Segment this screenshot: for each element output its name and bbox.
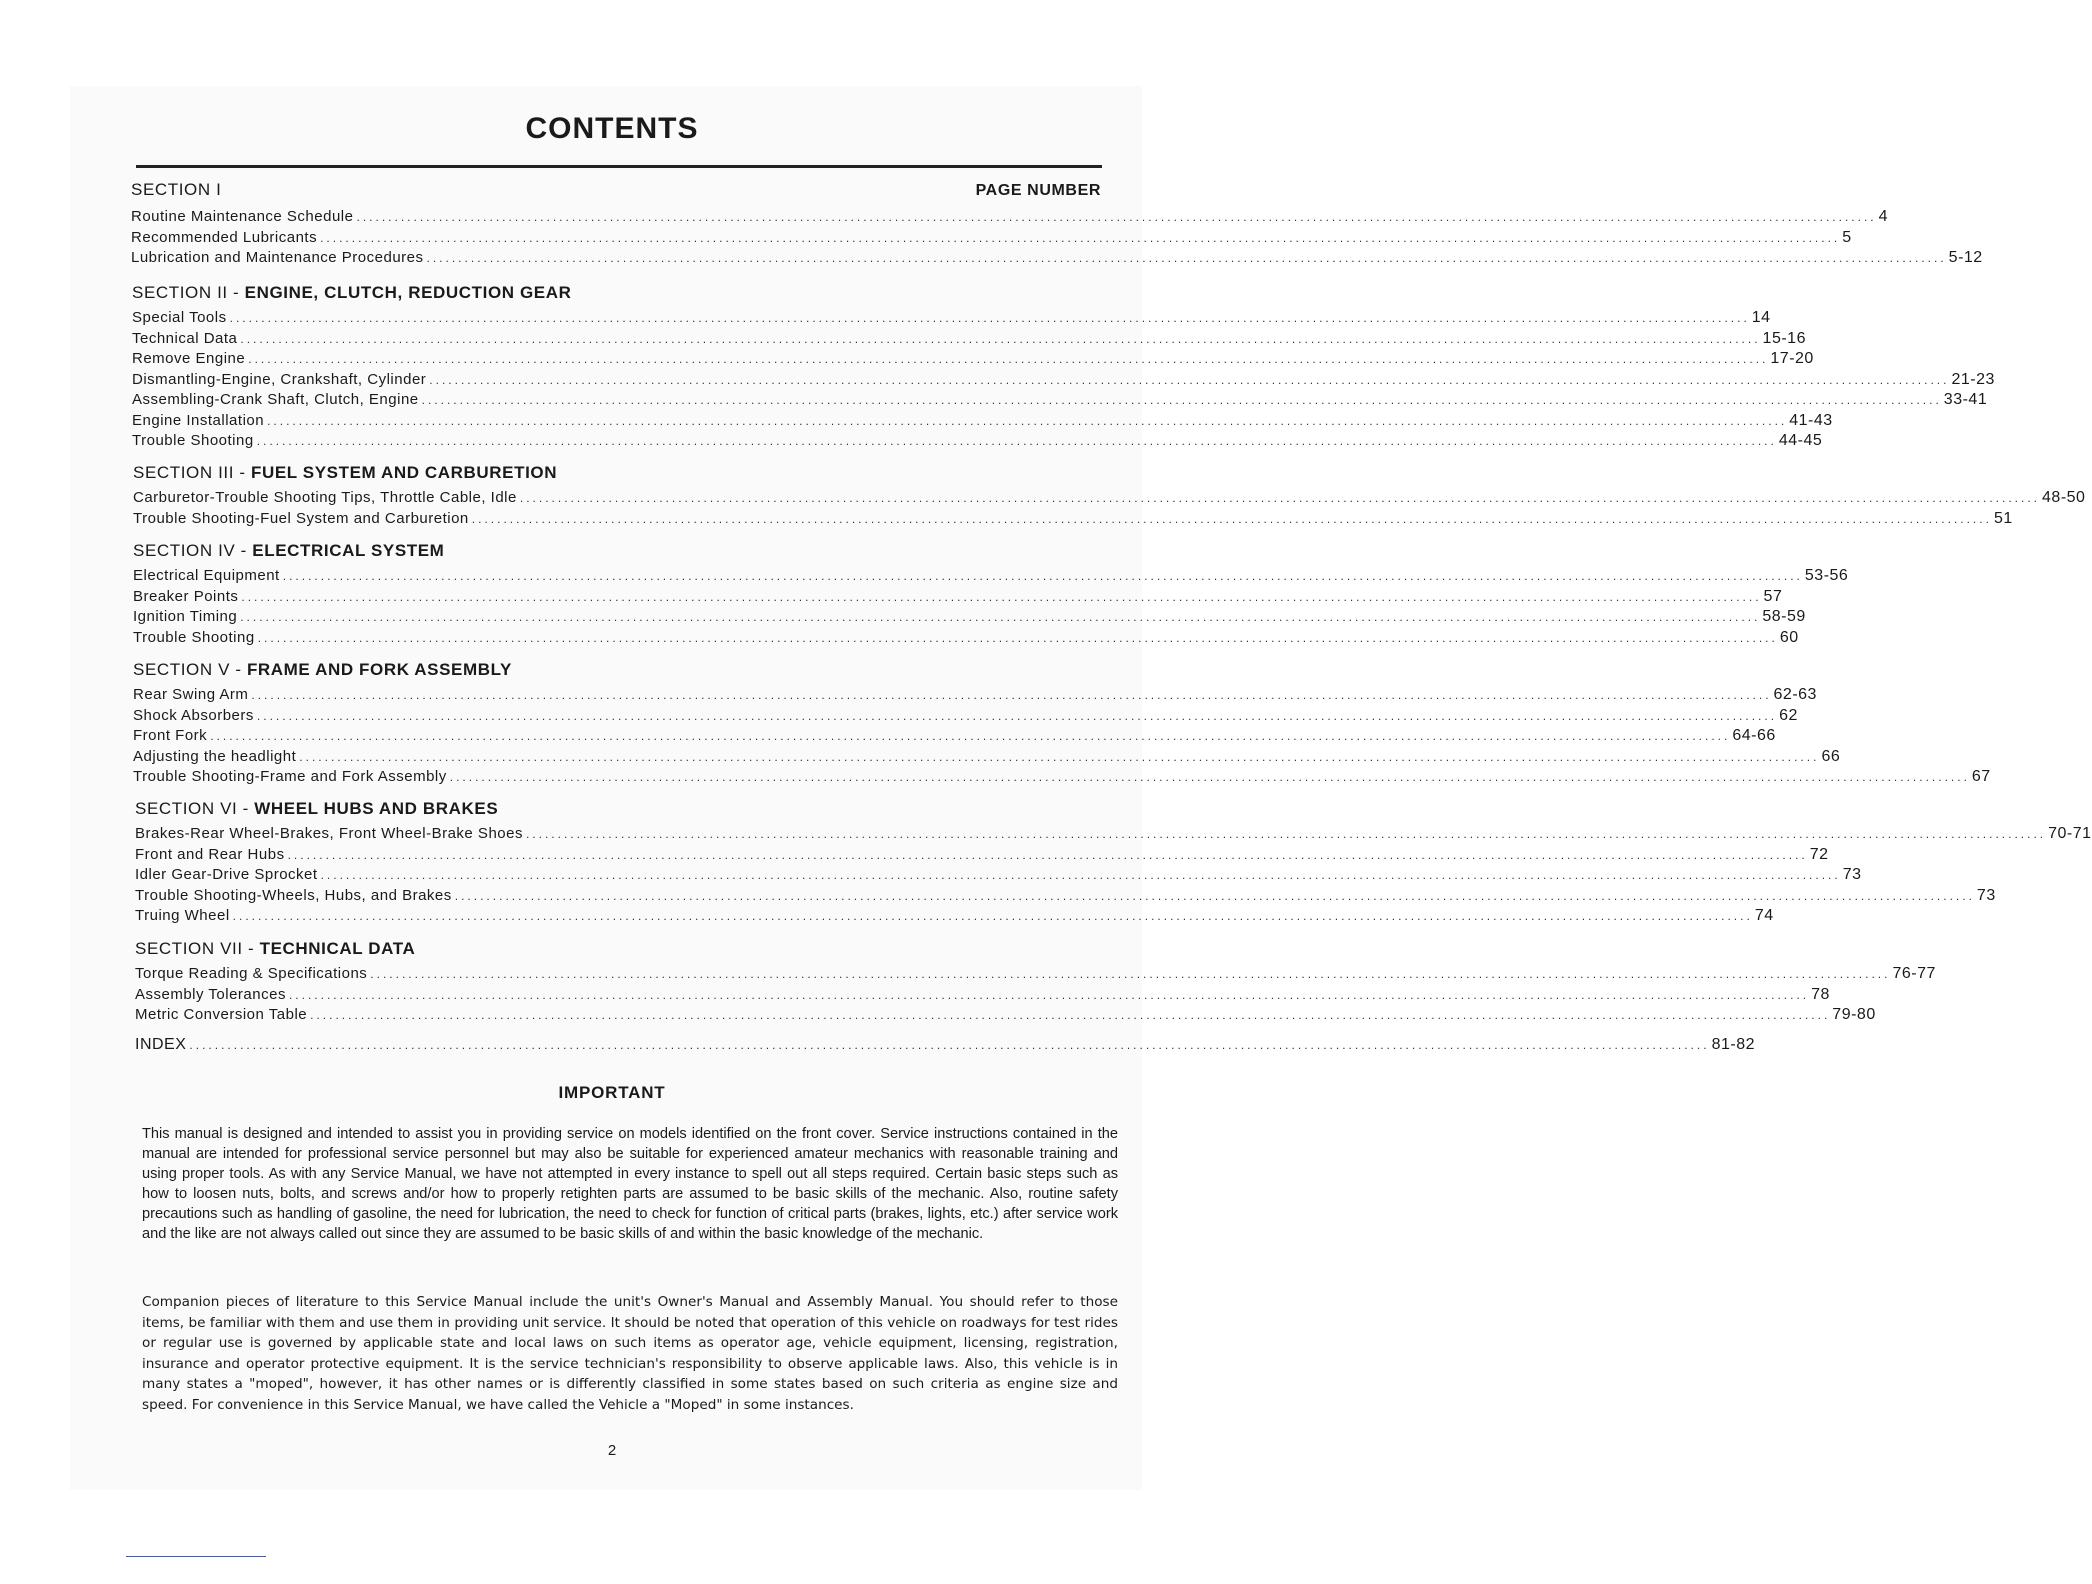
- toc-entry-label: Trouble Shooting-Frame and Fork Assembly: [133, 768, 447, 785]
- page-number-header: PAGE NUMBER: [975, 182, 1101, 199]
- section-2: [132, 283, 1995, 453]
- toc-entry-label: Carburetor-Trouble Shooting Tips, Throttle Cable, Idle: [133, 489, 517, 506]
- toc-entry-page: 48-50: [2042, 489, 2086, 506]
- toc-entry-label: Assembly Tolerances: [135, 985, 286, 1003]
- toc-entry-label: Brakes-Rear Wheel-Brakes, Front Wheel-Brake Shoes: [135, 825, 523, 842]
- toc-entry[interactable]: [133, 489, 2086, 510]
- toc-entry-page: 73: [1842, 866, 1862, 883]
- toc-entry-label: Trouble Shooting-Wheels, Hubs, and Brakes: [135, 886, 452, 904]
- toc-entry[interactable]: [132, 350, 1814, 371]
- section-5: [133, 660, 1991, 789]
- toc-entry[interactable]: [132, 329, 1806, 351]
- leader-dots: ................................................................................................................................................................................................................................................: [229, 311, 1750, 325]
- toc-entry-page: 53-56: [1804, 567, 1849, 584]
- footer-link-underline[interactable]: [126, 1556, 266, 1557]
- section-4-heading: SECTION IV - ELECTRICAL SYSTEM: [133, 541, 445, 560]
- section-1-header-row: [131, 180, 1101, 200]
- toc-entry[interactable]: [135, 845, 1829, 867]
- section-5-heading: SECTION V - FRAME AND FORK ASSEMBLY: [133, 660, 512, 679]
- toc-entry[interactable]: [133, 727, 1776, 748]
- toc-entry-page: 5: [1842, 228, 1852, 246]
- toc-entry-label: Lubrication and Maintenance Procedures: [131, 249, 424, 266]
- leader-dots: ................................................................................................................................................................................................................................................: [454, 888, 1975, 903]
- toc-entry-label: Technical Data: [132, 329, 238, 347]
- toc-entry-label: Trouble Shooting: [133, 628, 255, 646]
- toc-entry-page: 21-23: [1951, 370, 1995, 388]
- toc-entry-page: 44-45: [1778, 432, 1823, 449]
- leader-dots: ................................................................................................................................................................................................................................................: [288, 987, 1810, 1002]
- leader-dots: ................................................................................................................................................................................................................................................: [189, 1038, 1710, 1052]
- index-section: [135, 1036, 1755, 1057]
- toc-entry[interactable]: [133, 686, 1817, 707]
- toc-entry-page: 79-80: [1832, 1006, 1876, 1023]
- leader-dots: ................................................................................................................................................................................................................................................: [287, 847, 1808, 862]
- toc-entry-page: 72: [1809, 845, 1829, 863]
- leader-dots: ................................................................................................................................................................................................................................................: [525, 827, 2047, 841]
- toc-entry[interactable]: [135, 825, 2092, 846]
- leader-dots: ................................................................................................................................................................................................................................................: [426, 251, 1947, 265]
- toc-entry[interactable]: [133, 608, 1806, 629]
- toc-entry-label: Breaker Points: [133, 587, 239, 605]
- toc-entry-label: Assembling-Crank Shaft, Clutch, Engine: [132, 391, 419, 408]
- toc-entry-page: 51: [1993, 509, 2013, 527]
- toc-entry-label: Ignition Timing: [133, 608, 238, 625]
- toc-entry[interactable]: [132, 370, 1995, 392]
- leader-dots: ................................................................................................................................................................................................................................................: [356, 210, 1877, 224]
- toc-entry[interactable]: [135, 1006, 1876, 1027]
- toc-entry-label: Truing Wheel: [135, 907, 230, 924]
- toc-entry-page: 14: [1751, 309, 1771, 326]
- important-paragraph-2: Companion pieces of literature to this Service Manual include the unit's Owner's Manual and Assembly Manual. You should refer to those items, be familiar with them and use them in providing unit service. It should be noted that operation of this vehicle on roadways for test rides or regular use is governed by applicable state and local laws on such items as operator age, vehicle equipment, licensing, registration, insurance and operator protective equipment. It is the service technician's responsibility to observe applicable laws. Also, this vehicle is in many states a "moped", however, it has other names or is differently classified in some states based on such criteria as engine size and speed. For convenience in this Service Manual, we have called the Vehicle a "Moped" in some instances.: [142, 1294, 1118, 1413]
- toc-entry[interactable]: [132, 432, 1823, 453]
- toc-entry-page: 76-77: [1892, 965, 1936, 982]
- toc-entry-page: 74: [1754, 907, 1774, 924]
- leader-dots: ................................................................................................................................................................................................................................................: [320, 868, 1841, 882]
- leader-dots: ................................................................................................................................................................................................................................................: [257, 630, 1778, 645]
- page-number: 2: [607, 1442, 617, 1459]
- toc-entry-label: Front Fork: [133, 727, 208, 744]
- section-7: [135, 939, 1936, 1027]
- toc-entry-page: 41-43: [1789, 411, 1833, 429]
- leader-dots: ................................................................................................................................................................................................................................................: [299, 749, 1820, 764]
- toc-entry[interactable]: [132, 309, 1771, 330]
- toc-entry-page: 58-59: [1762, 608, 1806, 625]
- toc-entry-label: INDEX: [135, 1036, 187, 1053]
- toc-entry-page: 78: [1811, 985, 1830, 1003]
- toc-entry-page: 57: [1763, 587, 1783, 605]
- leader-dots: ................................................................................................................................................................................................................................................: [256, 708, 1778, 723]
- section-3: [133, 463, 2086, 530]
- toc-entry[interactable]: [132, 411, 1833, 433]
- toc-entry[interactable]: [131, 249, 1983, 270]
- leader-dots: ................................................................................................................................................................................................................................................: [471, 511, 1992, 526]
- toc-entry-page: 66: [1821, 747, 1841, 765]
- toc-entry[interactable]: [132, 391, 1988, 412]
- toc-entry[interactable]: [133, 706, 1798, 728]
- toc-entry-label: Routine Maintenance Schedule: [131, 208, 354, 225]
- leader-dots: ................................................................................................................................................................................................................................................: [282, 569, 1803, 583]
- section-7-heading: SECTION VII - TECHNICAL DATA: [135, 939, 416, 958]
- leader-dots: ................................................................................................................................................................................................................................................: [251, 688, 1772, 702]
- toc-entry-page: 4: [1878, 208, 1889, 225]
- toc-entry-label: Trouble Shooting: [132, 432, 254, 449]
- toc-entry[interactable]: [135, 886, 1996, 908]
- leader-dots: ................................................................................................................................................................................................................................................: [310, 1008, 1831, 1022]
- leader-dots: ................................................................................................................................................................................................................................................: [429, 372, 1950, 387]
- toc-entry-page: 70-71: [2048, 825, 2092, 842]
- section-6-heading: SECTION VI - WHEEL HUBS AND BRAKES: [135, 799, 499, 818]
- toc-entry-page: 60: [1779, 628, 1799, 646]
- section-1-entries: [131, 208, 1983, 270]
- toc-entry-label: Trouble Shooting-Fuel System and Carburetion: [133, 509, 469, 527]
- leader-dots: ................................................................................................................................................................................................................................................: [421, 393, 1942, 407]
- toc-entry-label: Engine Installation: [132, 411, 265, 429]
- leader-dots: ................................................................................................................................................................................................................................................: [240, 331, 1761, 346]
- toc-entry-page: 81-82: [1711, 1036, 1755, 1053]
- toc-entry[interactable]: [135, 907, 1774, 928]
- toc-entry-label: Dismantling-Engine, Crankshaft, Cylinder: [132, 370, 427, 388]
- toc-entry-label: Torque Reading & Specifications: [135, 965, 368, 982]
- toc-entry[interactable]: [133, 747, 1841, 769]
- section-2-heading: SECTION II - ENGINE, CLUTCH, REDUCTION GEAR: [132, 283, 572, 302]
- toc-entry[interactable]: [133, 628, 1799, 650]
- toc-entry[interactable]: [135, 965, 1936, 986]
- leader-dots: ................................................................................................................................................................................................................................................: [256, 434, 1777, 448]
- toc-entry-page: 17-20: [1770, 350, 1814, 367]
- toc-entry-page: 64-66: [1732, 727, 1776, 744]
- leader-dots: ................................................................................................................................................................................................................................................: [210, 729, 1731, 743]
- toc-entry-label: Electrical Equipment: [133, 567, 280, 584]
- toc-entry-page: 15-16: [1762, 329, 1806, 347]
- toc-entry-page: 62-63: [1773, 686, 1817, 703]
- toc-entry-page: 33-41: [1943, 391, 1988, 408]
- toc-entry-index[interactable]: [135, 1036, 1755, 1057]
- leader-dots: ................................................................................................................................................................................................................................................: [370, 967, 1891, 981]
- section-1-heading: SECTION I: [131, 180, 222, 199]
- section-3-heading: SECTION III - FUEL SYSTEM AND CARBURETION: [133, 463, 558, 482]
- leader-dots: ................................................................................................................................................................................................................................................: [241, 589, 1762, 604]
- toc-entry[interactable]: [133, 768, 1991, 789]
- toc-entry[interactable]: [135, 866, 1862, 887]
- leader-dots: ................................................................................................................................................................................................................................................: [240, 610, 1761, 624]
- leader-dots: ................................................................................................................................................................................................................................................: [320, 230, 1841, 245]
- toc-entry-label: Remove Engine: [132, 350, 246, 367]
- toc-entry-label: Metric Conversion Table: [135, 1006, 308, 1023]
- section-6: [135, 799, 2092, 928]
- toc-entry[interactable]: [133, 509, 2013, 531]
- toc-entry-label: Rear Swing Arm: [133, 686, 249, 703]
- toc-entry-label: Special Tools: [132, 309, 227, 326]
- leader-dots: ................................................................................................................................................................................................................................................: [519, 491, 2041, 505]
- leader-dots: ................................................................................................................................................................................................................................................: [267, 413, 1788, 428]
- important-heading: IMPORTANT: [558, 1083, 666, 1102]
- toc-entry[interactable]: [131, 228, 1852, 250]
- section-4: [133, 541, 1849, 649]
- toc-entry-label: Front and Rear Hubs: [135, 845, 285, 863]
- toc-entry[interactable]: [131, 208, 1889, 229]
- toc-entry-page: 73: [1976, 886, 1996, 904]
- toc-entry-label: Recommended Lubricants: [131, 228, 318, 246]
- title-rule: [136, 165, 1102, 168]
- important-paragraph-1: This manual is designed and intended to assist you in providing service on models identified on the front cover. Service instructions contained in the manual are intended for professional service personnel but may also be suitable for experienced amateur mechanics with reasonable training and using proper tools. As with any Service Manual, we have not attempted in every instance to spell out all steps required. Certain basic steps such as how to loosen nuts, bolts, and screws and/or how to properly retighten parts are assumed to be basic skills of the mechanic. Also, routine safety precautions such as handling of gasoline, the need for lubrication, the need to check for function of critical parts (brakes, lights, etc.) after service work and the like are not always called out since they are assumed to be basic skills of and within the basic knowledge of the mechanic.: [142, 1126, 1118, 1242]
- page-title: CONTENTS: [525, 112, 699, 145]
- toc-entry[interactable]: [133, 567, 1849, 588]
- toc-entry[interactable]: [135, 985, 1830, 1007]
- toc-entry-page: 67: [1971, 768, 1991, 785]
- leader-dots: ................................................................................................................................................................................................................................................: [248, 352, 1769, 366]
- leader-dots: ................................................................................................................................................................................................................................................: [449, 770, 1970, 784]
- toc-entry-label: Idler Gear-Drive Sprocket: [135, 866, 318, 883]
- toc-entry[interactable]: [133, 587, 1783, 609]
- toc-entry-label: Adjusting the headlight: [133, 747, 297, 765]
- toc-entry-page: 62: [1779, 706, 1798, 724]
- toc-entry-label: Shock Absorbers: [133, 706, 254, 724]
- leader-dots: ................................................................................................................................................................................................................................................: [232, 909, 1753, 923]
- toc-entry-page: 5-12: [1948, 249, 1983, 266]
